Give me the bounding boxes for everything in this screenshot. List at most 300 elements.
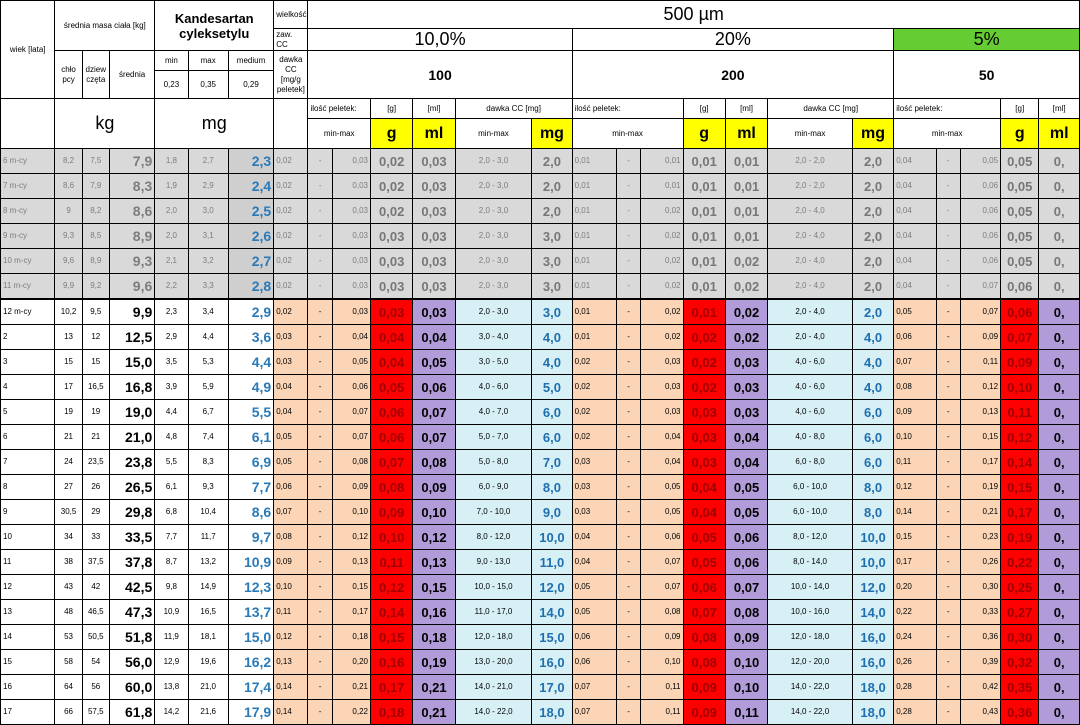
g3-min: 0,04 <box>894 199 936 224</box>
g2-dose-mg: 2,0 <box>852 199 893 224</box>
age-cell: 11 <box>1 550 55 575</box>
dose-max: 11,7 <box>188 525 228 550</box>
g2-grams: 0,08 <box>683 625 725 650</box>
g2-ml: 0,11 <box>725 700 767 725</box>
unit-g-3: [g] <box>1001 99 1039 119</box>
g1-grams: 0,14 <box>370 600 412 625</box>
g2-ml: 0,01 <box>725 224 767 249</box>
g2-grams: 0,01 <box>683 174 725 199</box>
g1-max: 0,20 <box>332 650 370 675</box>
mean-mass: 8,6 <box>109 199 154 224</box>
g3-ml: 0, <box>1039 575 1080 600</box>
table-row <box>1 650 1080 675</box>
g3-ml: 0, <box>1039 525 1080 550</box>
g2-grams: 0,09 <box>683 700 725 725</box>
g3-ml: 0, <box>1039 375 1080 400</box>
g-head-1: g <box>370 119 412 149</box>
g2-min: 0,05 <box>572 575 616 600</box>
kg-unit: kg <box>55 99 155 149</box>
g3-ml: 0, <box>1039 600 1080 625</box>
g1-dash: - <box>308 350 332 375</box>
g1-ml: 0,19 <box>413 650 455 675</box>
g2-grams: 0,01 <box>683 149 725 174</box>
g3-max: 0,06 <box>960 199 1000 224</box>
dose-medium: 6,1 <box>228 425 273 450</box>
g2-dose-mg: 8,0 <box>852 500 893 525</box>
mean-mass: 16,8 <box>109 375 154 400</box>
girls-mass: 9,2 <box>82 274 109 300</box>
age-cell: 5 <box>1 400 55 425</box>
g2-max: 0,05 <box>641 500 683 525</box>
g2-max: 0,07 <box>641 550 683 575</box>
g3-ml: 0, <box>1039 249 1080 274</box>
g2-dash: - <box>616 249 640 274</box>
dose-medium: 12,3 <box>228 575 273 600</box>
g3-max: 0,43 <box>960 700 1000 725</box>
dose-medium: 2,8 <box>228 274 273 300</box>
medium-header: medium <box>228 51 273 71</box>
dose-medium: 3,6 <box>228 325 273 350</box>
pellet-qty-label-1: ilość peletek: <box>308 99 371 119</box>
g2-dose-mg: 10,0 <box>852 550 893 575</box>
g1-dose-mg: 17,0 <box>532 675 572 700</box>
g2-dash: - <box>616 400 640 425</box>
girls-mass: 12 <box>82 325 109 350</box>
g1-dash: - <box>308 675 332 700</box>
g3-dash: - <box>936 475 960 500</box>
g2-grams: 0,03 <box>683 450 725 475</box>
g3-ml: 0, <box>1039 325 1080 350</box>
g1-dose-mg: 8,0 <box>532 475 572 500</box>
boys-mass: 48 <box>55 600 82 625</box>
girls-mass: 26 <box>82 475 109 500</box>
g3-min: 0,24 <box>894 625 936 650</box>
girls-mass: 16,5 <box>82 375 109 400</box>
g1-min: 0,04 <box>274 400 308 425</box>
g3-min: 0,10 <box>894 425 936 450</box>
g3-grams: 0,17 <box>1001 500 1039 525</box>
g2-min: 0,04 <box>572 550 616 575</box>
g1-max: 0,21 <box>332 675 370 700</box>
boys-mass: 15 <box>55 350 82 375</box>
g3-dash: - <box>936 350 960 375</box>
g2-dash: - <box>616 650 640 675</box>
g1-grams: 0,02 <box>370 174 412 199</box>
g3-min: 0,09 <box>894 400 936 425</box>
age-cell: 9 <box>1 500 55 525</box>
dose-max: 3,3 <box>188 274 228 300</box>
dose-max: 9,3 <box>188 475 228 500</box>
g3-min: 0,04 <box>894 224 936 249</box>
dose-max: 2,7 <box>188 149 228 174</box>
g2-ml: 0,10 <box>725 675 767 700</box>
g1-dose-range: 2,0 - 3,0 <box>455 174 532 199</box>
g3-max: 0,11 <box>960 350 1000 375</box>
g1-dose-range: 4,0 - 6,0 <box>455 375 532 400</box>
g3-dash: - <box>936 174 960 199</box>
g3-ml: 0, <box>1039 425 1080 450</box>
g2-dash: - <box>616 174 640 199</box>
g1-grams: 0,10 <box>370 525 412 550</box>
dose-min: 13,8 <box>155 675 188 700</box>
girls-mass: 29 <box>82 500 109 525</box>
unit-ml-2: [ml] <box>725 99 767 119</box>
mean-mass: 9,9 <box>109 299 154 325</box>
g2-dose-mg: 6,0 <box>852 425 893 450</box>
g3-max: 0,36 <box>960 625 1000 650</box>
g1-ml: 0,04 <box>413 325 455 350</box>
boys-mass: 8,2 <box>55 149 82 174</box>
g2-ml: 0,03 <box>725 375 767 400</box>
table-row <box>1 525 1080 550</box>
g1-dose-mg: 15,0 <box>532 625 572 650</box>
g3-grams: 0,15 <box>1001 475 1039 500</box>
g1-dose-mg: 5,0 <box>532 375 572 400</box>
g1-dose-mg: 3,0 <box>532 274 572 300</box>
g2-dose-mg: 18,0 <box>852 675 893 700</box>
g3-min: 0,17 <box>894 550 936 575</box>
g1-min: 0,02 <box>274 299 308 325</box>
mean-mass: 51,8 <box>109 625 154 650</box>
dose-medium: 8,6 <box>228 500 273 525</box>
g2-grams: 0,01 <box>683 299 725 325</box>
dose-medium: 2,5 <box>228 199 273 224</box>
g3-max: 0,23 <box>960 525 1000 550</box>
dose-minmax-1: min-max <box>455 119 532 149</box>
g1-ml: 0,03 <box>413 199 455 224</box>
g1-dose-range: 2,0 - 3,0 <box>455 274 532 300</box>
g1-dose-mg: 18,0 <box>532 700 572 725</box>
g2-min: 0,01 <box>572 325 616 350</box>
mean-mass: 61,8 <box>109 700 154 725</box>
boys-mass: 38 <box>55 550 82 575</box>
dose-min: 6,1 <box>155 475 188 500</box>
g3-ml: 0, <box>1039 299 1080 325</box>
girls-mass: 21 <box>82 425 109 450</box>
g1-min: 0,14 <box>274 675 308 700</box>
g2-dose-mg: 2,0 <box>852 274 893 300</box>
g3-max: 0,30 <box>960 575 1000 600</box>
ml-head-2: ml <box>725 119 767 149</box>
g3-dash: - <box>936 675 960 700</box>
g3-grams: 0,35 <box>1001 675 1039 700</box>
g1-ml: 0,03 <box>413 299 455 325</box>
g2-max: 0,09 <box>641 625 683 650</box>
age-cell: 12 m-cy <box>1 299 55 325</box>
dose-max: 21,0 <box>188 675 228 700</box>
g1-ml: 0,13 <box>413 550 455 575</box>
g1-dose-range: 14,0 - 22,0 <box>455 700 532 725</box>
g1-grams: 0,08 <box>370 475 412 500</box>
dose-min: 3,9 <box>155 375 188 400</box>
table-row <box>1 174 1080 199</box>
dose-min: 2,2 <box>155 274 188 300</box>
g2-ml: 0,01 <box>725 149 767 174</box>
g3-dash: - <box>936 274 960 300</box>
g3-min: 0,06 <box>894 325 936 350</box>
g2-grams: 0,01 <box>683 249 725 274</box>
g3-ml: 0, <box>1039 550 1080 575</box>
g2-dose-range: 4,0 - 6,0 <box>768 375 853 400</box>
g1-dash: - <box>308 700 332 725</box>
g2-dose-mg: 6,0 <box>852 400 893 425</box>
g2-dose-mg: 6,0 <box>852 450 893 475</box>
dose-max: 5,9 <box>188 375 228 400</box>
dose-min: 3,5 <box>155 350 188 375</box>
g3-min: 0,04 <box>894 249 936 274</box>
g3-ml: 0, <box>1039 199 1080 224</box>
g1-min: 0,02 <box>274 149 308 174</box>
g2-dose-mg: 2,0 <box>852 249 893 274</box>
boys-mass: 21 <box>55 425 82 450</box>
g2-ml: 0,06 <box>725 525 767 550</box>
g2-dose-mg: 8,0 <box>852 475 893 500</box>
g3-max: 0,39 <box>960 650 1000 675</box>
girls-mass: 15 <box>82 350 109 375</box>
g1-grams: 0,04 <box>370 350 412 375</box>
boys-mass: 17 <box>55 375 82 400</box>
g1-dash: - <box>308 249 332 274</box>
dose-max: 5,3 <box>188 350 228 375</box>
dose-max: 6,7 <box>188 400 228 425</box>
g3-min: 0,11 <box>894 450 936 475</box>
g2-ml: 0,04 <box>725 425 767 450</box>
dose-medium: 13,7 <box>228 600 273 625</box>
age-cell: 3 <box>1 350 55 375</box>
g3-ml: 0, <box>1039 149 1080 174</box>
dose-max: 3,0 <box>188 199 228 224</box>
g1-dose-mg: 7,0 <box>532 450 572 475</box>
minmax-3: min-max <box>894 119 1001 149</box>
g1-min: 0,13 <box>274 650 308 675</box>
g1-max: 0,08 <box>332 450 370 475</box>
g1-ml: 0,16 <box>413 600 455 625</box>
g1-max: 0,07 <box>332 425 370 450</box>
g2-min: 0,02 <box>572 425 616 450</box>
g2-grams: 0,02 <box>683 350 725 375</box>
dose-medium: 6,9 <box>228 450 273 475</box>
g1-grams: 0,03 <box>370 299 412 325</box>
g3-ml: 0, <box>1039 450 1080 475</box>
table-row <box>1 299 1080 325</box>
g3-min: 0,15 <box>894 525 936 550</box>
g2-dose-mg: 16,0 <box>852 650 893 675</box>
dose-max: 2,9 <box>188 174 228 199</box>
g2-dose-mg: 14,0 <box>852 600 893 625</box>
g1-grams: 0,09 <box>370 500 412 525</box>
g3-max: 0,09 <box>960 325 1000 350</box>
g3-max: 0,12 <box>960 375 1000 400</box>
girls-mass: 8,9 <box>82 249 109 274</box>
girls-mass: 56 <box>82 675 109 700</box>
max-header: max <box>188 51 228 71</box>
g3-grams: 0,36 <box>1001 700 1039 725</box>
g2-ml: 0,02 <box>725 299 767 325</box>
g3-max: 0,06 <box>960 224 1000 249</box>
g2-dose-range: 2,0 - 4,0 <box>768 249 853 274</box>
g1-max: 0,03 <box>332 174 370 199</box>
g1-dose-mg: 6,0 <box>532 425 572 450</box>
g1-min: 0,12 <box>274 625 308 650</box>
g1-dash: - <box>308 400 332 425</box>
g3-grams: 0,19 <box>1001 525 1039 550</box>
age-subheader <box>1 99 55 149</box>
girls-mass: 23,5 <box>82 450 109 475</box>
g3-grams: 0,10 <box>1001 375 1039 400</box>
g3-dash: - <box>936 149 960 174</box>
boys-mass: 13 <box>55 325 82 350</box>
g1-dose-mg: 16,0 <box>532 650 572 675</box>
dose-min: 2,0 <box>155 224 188 249</box>
table-row <box>1 224 1080 249</box>
g1-max: 0,07 <box>332 400 370 425</box>
g2-dash: - <box>616 149 640 174</box>
girls-mass: 8,5 <box>82 224 109 249</box>
g2-max: 0,05 <box>641 475 683 500</box>
g3-max: 0,26 <box>960 550 1000 575</box>
g1-ml: 0,03 <box>413 149 455 174</box>
dose-min: 4,4 <box>155 400 188 425</box>
g1-dash: - <box>308 174 332 199</box>
g2-max: 0,02 <box>641 299 683 325</box>
g1-dash: - <box>308 600 332 625</box>
dose-max: 3,4 <box>188 299 228 325</box>
g3-grams: 0,09 <box>1001 350 1039 375</box>
girls-mass: 8,2 <box>82 199 109 224</box>
g2-max: 0,06 <box>641 525 683 550</box>
pellet-size: 500 µm <box>308 1 1080 29</box>
group1-dose: 100 <box>308 51 572 99</box>
g1-min: 0,02 <box>274 174 308 199</box>
g3-dash: - <box>936 199 960 224</box>
g1-dose-range: 7,0 - 10,0 <box>455 500 532 525</box>
g1-dose-mg: 10,0 <box>532 525 572 550</box>
boys-mass: 10,2 <box>55 299 82 325</box>
g1-min: 0,06 <box>274 475 308 500</box>
mean-mass: 47,3 <box>109 600 154 625</box>
g1-dose-range: 13,0 - 20,0 <box>455 650 532 675</box>
g1-ml: 0,05 <box>413 350 455 375</box>
g1-max: 0,15 <box>332 575 370 600</box>
g2-dose-mg: 2,0 <box>852 299 893 325</box>
g2-dose-range: 2,0 - 4,0 <box>768 224 853 249</box>
g1-dash: - <box>308 575 332 600</box>
g1-grams: 0,18 <box>370 700 412 725</box>
g2-min: 0,01 <box>572 274 616 300</box>
g2-ml: 0,01 <box>725 174 767 199</box>
dose-min: 11,9 <box>155 625 188 650</box>
dose-max: 8,3 <box>188 450 228 475</box>
min-header: min <box>155 51 188 71</box>
g1-dash: - <box>308 299 332 325</box>
pellet-qty-label-2: ilość peletek: <box>572 99 683 119</box>
age-cell: 8 <box>1 475 55 500</box>
g1-grams: 0,03 <box>370 249 412 274</box>
g1-dose-range: 2,0 - 3,0 <box>455 224 532 249</box>
g3-dash: - <box>936 525 960 550</box>
g3-dash: - <box>936 550 960 575</box>
g1-min: 0,11 <box>274 600 308 625</box>
g2-dash: - <box>616 550 640 575</box>
g1-dash: - <box>308 550 332 575</box>
g2-dose-range: 6,0 - 8,0 <box>768 450 853 475</box>
g1-dash: - <box>308 625 332 650</box>
girls-mass: 7,5 <box>82 149 109 174</box>
mean-mass: 56,0 <box>109 650 154 675</box>
g1-grams: 0,06 <box>370 400 412 425</box>
g1-dash: - <box>308 450 332 475</box>
dose-min: 7,7 <box>155 525 188 550</box>
g1-dose-range: 6,0 - 9,0 <box>455 475 532 500</box>
g1-dash: - <box>308 325 332 350</box>
dose-medium: 2,6 <box>228 224 273 249</box>
g2-ml: 0,10 <box>725 650 767 675</box>
g3-dash: - <box>936 700 960 725</box>
dose-medium: 7,7 <box>228 475 273 500</box>
g1-ml: 0,08 <box>413 450 455 475</box>
g3-grams: 0,06 <box>1001 299 1039 325</box>
group2-dose: 200 <box>572 51 894 99</box>
g2-dash: - <box>616 600 640 625</box>
g3-grams: 0,07 <box>1001 325 1039 350</box>
g1-dose-range: 5,0 - 8,0 <box>455 450 532 475</box>
g2-max: 0,11 <box>641 675 683 700</box>
g2-dose-range: 2,0 - 2,0 <box>768 149 853 174</box>
dose-max: 3,1 <box>188 224 228 249</box>
g2-dose-range: 2,0 - 2,0 <box>768 174 853 199</box>
g2-grams: 0,07 <box>683 600 725 625</box>
g2-ml: 0,03 <box>725 400 767 425</box>
g3-max: 0,06 <box>960 249 1000 274</box>
g3-dash: - <box>936 224 960 249</box>
g1-dose-mg: 4,0 <box>532 350 572 375</box>
mean-mass: 7,9 <box>109 149 154 174</box>
g2-ml: 0,04 <box>725 450 767 475</box>
g2-min: 0,05 <box>572 600 616 625</box>
g1-dose-range: 9,0 - 13,0 <box>455 550 532 575</box>
g2-ml: 0,06 <box>725 550 767 575</box>
g3-ml: 0, <box>1039 350 1080 375</box>
g1-dose-mg: 6,0 <box>532 400 572 425</box>
g1-min: 0,10 <box>274 575 308 600</box>
g1-dose-mg: 2,0 <box>532 199 572 224</box>
g2-dose-range: 2,0 - 4,0 <box>768 299 853 325</box>
g2-min: 0,01 <box>572 249 616 274</box>
mean-mass: 26,5 <box>109 475 154 500</box>
g1-grams: 0,11 <box>370 550 412 575</box>
minmax-1: min-max <box>308 119 371 149</box>
g1-dash: - <box>308 500 332 525</box>
ml-head-3: ml <box>1039 119 1080 149</box>
g1-ml: 0,03 <box>413 249 455 274</box>
g2-min: 0,06 <box>572 625 616 650</box>
g2-min: 0,01 <box>572 149 616 174</box>
g3-dash: - <box>936 249 960 274</box>
g3-max: 0,07 <box>960 299 1000 325</box>
table-row <box>1 625 1080 650</box>
unit-ml-3: [ml] <box>1039 99 1080 119</box>
table-row <box>1 600 1080 625</box>
dose-max: 4,4 <box>188 325 228 350</box>
g1-min: 0,04 <box>274 375 308 400</box>
g3-max: 0,21 <box>960 500 1000 525</box>
g1-max: 0,10 <box>332 500 370 525</box>
g1-dose-mg: 11,0 <box>532 550 572 575</box>
table-row <box>1 700 1080 725</box>
dose-per-g-label: dawka CC [mg/g peletek] <box>274 51 308 99</box>
g2-max: 0,02 <box>641 224 683 249</box>
g2-min: 0,02 <box>572 400 616 425</box>
